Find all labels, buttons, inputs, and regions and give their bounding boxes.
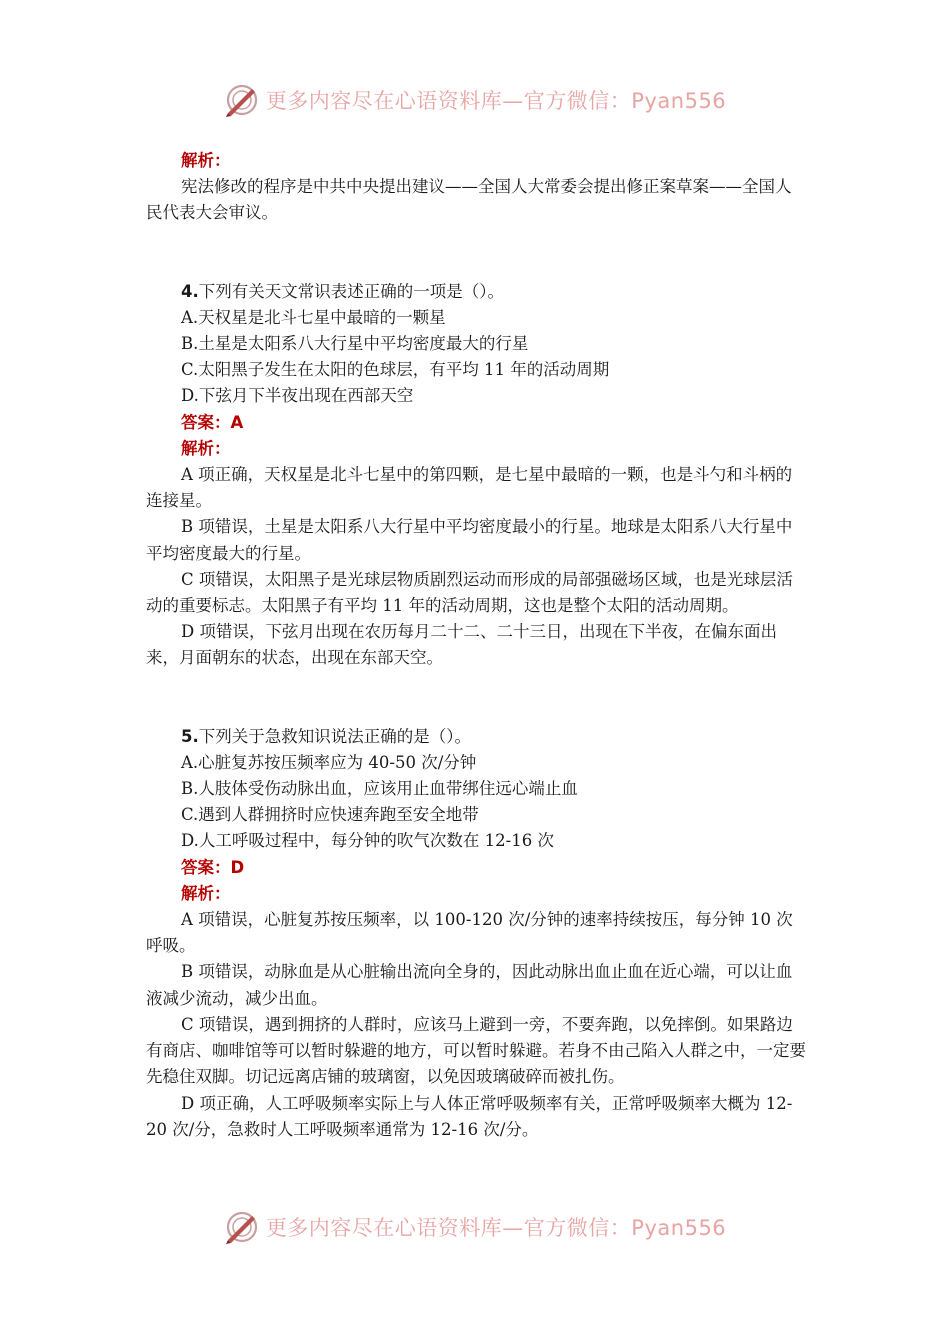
- question-text: 下列关于急救知识说法正确的是（）。: [198, 726, 471, 746]
- analysis-label: 解析：: [181, 883, 231, 903]
- document-body: [146, 148, 806, 1143]
- analysis-label: 解析：: [181, 151, 231, 170]
- answer-label: 答案：D: [181, 857, 245, 877]
- analysis-paragraph: B 项错误，动脉血是从心脏输出流向全身的，因此动脉出血止血在近心端，可以让血液减少流动，减少出血。: [146, 962, 793, 1008]
- question-text: 下列有关天文常识表述正确的一项是（）。: [198, 281, 504, 301]
- analysis-paragraph: C 项错误，太阳黑子是光球层物质剧烈运动而形成的局部强磁场区域，也是光球层活动的重要标志。太阳黑子有平均 11 年的活动周期，这也是整个太阳的活动周期。: [146, 569, 793, 616]
- footer-banner: [0, 1209, 950, 1245]
- option-a: A.心脏复苏按压频率应为 40-50 次/分钟: [181, 752, 477, 772]
- banner-text: 更多内容尽在心语资料库—官方微信：Pyan556: [265, 1216, 727, 1240]
- analysis-paragraph: D 项错误，下弦月出现在农历每月二十二、二十三日，出现在下半夜，在偏东面出来，月面朝东的状态，出现在东部天空。: [146, 622, 777, 668]
- analysis-paragraph: A 项正确，天权星是北斗七星中的第四颗，是七星中最暗的一颗，也是斗勺和斗柄的连接星。: [146, 465, 793, 511]
- option-b: B.土星是太阳系八大行星中平均密度最大的行星: [181, 334, 529, 354]
- question-block: [146, 724, 806, 1143]
- analysis-paragraph: A 项错误，心脏复苏按压频率，以 100-120 次/分钟的速率持续按压，每分钟 10 次呼吸。: [146, 910, 793, 956]
- analysis-paragraph: C 项错误，遇到拥挤的人群时，应该马上避到一旁，不要奔跑，以免摔倒。如果路边有商店、咖啡馆等可以暂时躲避的地方，可以暂时躲避。若身不由己陷入人群之中，一定要先稳住双脚。切记远离店铺的玻璃窗，以免因玻璃破碎而被扎伤。: [146, 1014, 806, 1087]
- option-a: A.天权星是北斗七星中最暗的一颗星: [181, 307, 446, 327]
- banner-text: 更多内容尽在心语资料库—官方微信：Pyan556: [265, 89, 727, 113]
- question-block: [146, 279, 806, 672]
- answer-label: 答案：A: [181, 412, 244, 432]
- option-c: C.遇到人群拥挤时应快速奔跑至安全地带: [181, 805, 479, 825]
- pen-circle-logo-icon: [224, 1209, 260, 1245]
- option-d: D.下弦月下半夜出现在西部天空: [181, 386, 414, 406]
- question-stem: [181, 279, 806, 305]
- analysis-paragraph: D 项正确，人工呼吸频率实际上与人体正常呼吸频率有关，正常呼吸频率大概为 12-20 次/分，急救时人工呼吸频率通常为 12-16 次/分。: [146, 1093, 793, 1139]
- analysis-paragraph: 宪法修改的程序是中共中央提出建议——全国人大常委会提出修正案草案——全国人民代表大会审议。: [146, 177, 792, 223]
- pen-circle-logo-icon: [224, 82, 260, 118]
- question-stem: [181, 724, 806, 750]
- option-b: B.人肢体受伤动脉出血，应该用止血带绑住远心端止血: [181, 779, 578, 799]
- question-number: 4.: [181, 281, 199, 301]
- analysis-paragraph: B 项错误，土星是太阳系八大行星中平均密度最小的行星。地球是太阳系八大行星中平均密度最大的行星。: [146, 517, 793, 563]
- header-banner: [0, 82, 950, 118]
- option-c: C.太阳黑子发生在太阳的色球层，有平均 11 年的活动周期: [181, 360, 610, 380]
- option-d: D.人工呼吸过程中，每分钟的吹气次数在 12-16 次: [181, 831, 554, 851]
- question-number: 5.: [181, 726, 199, 746]
- analysis-label: 解析：: [181, 438, 231, 458]
